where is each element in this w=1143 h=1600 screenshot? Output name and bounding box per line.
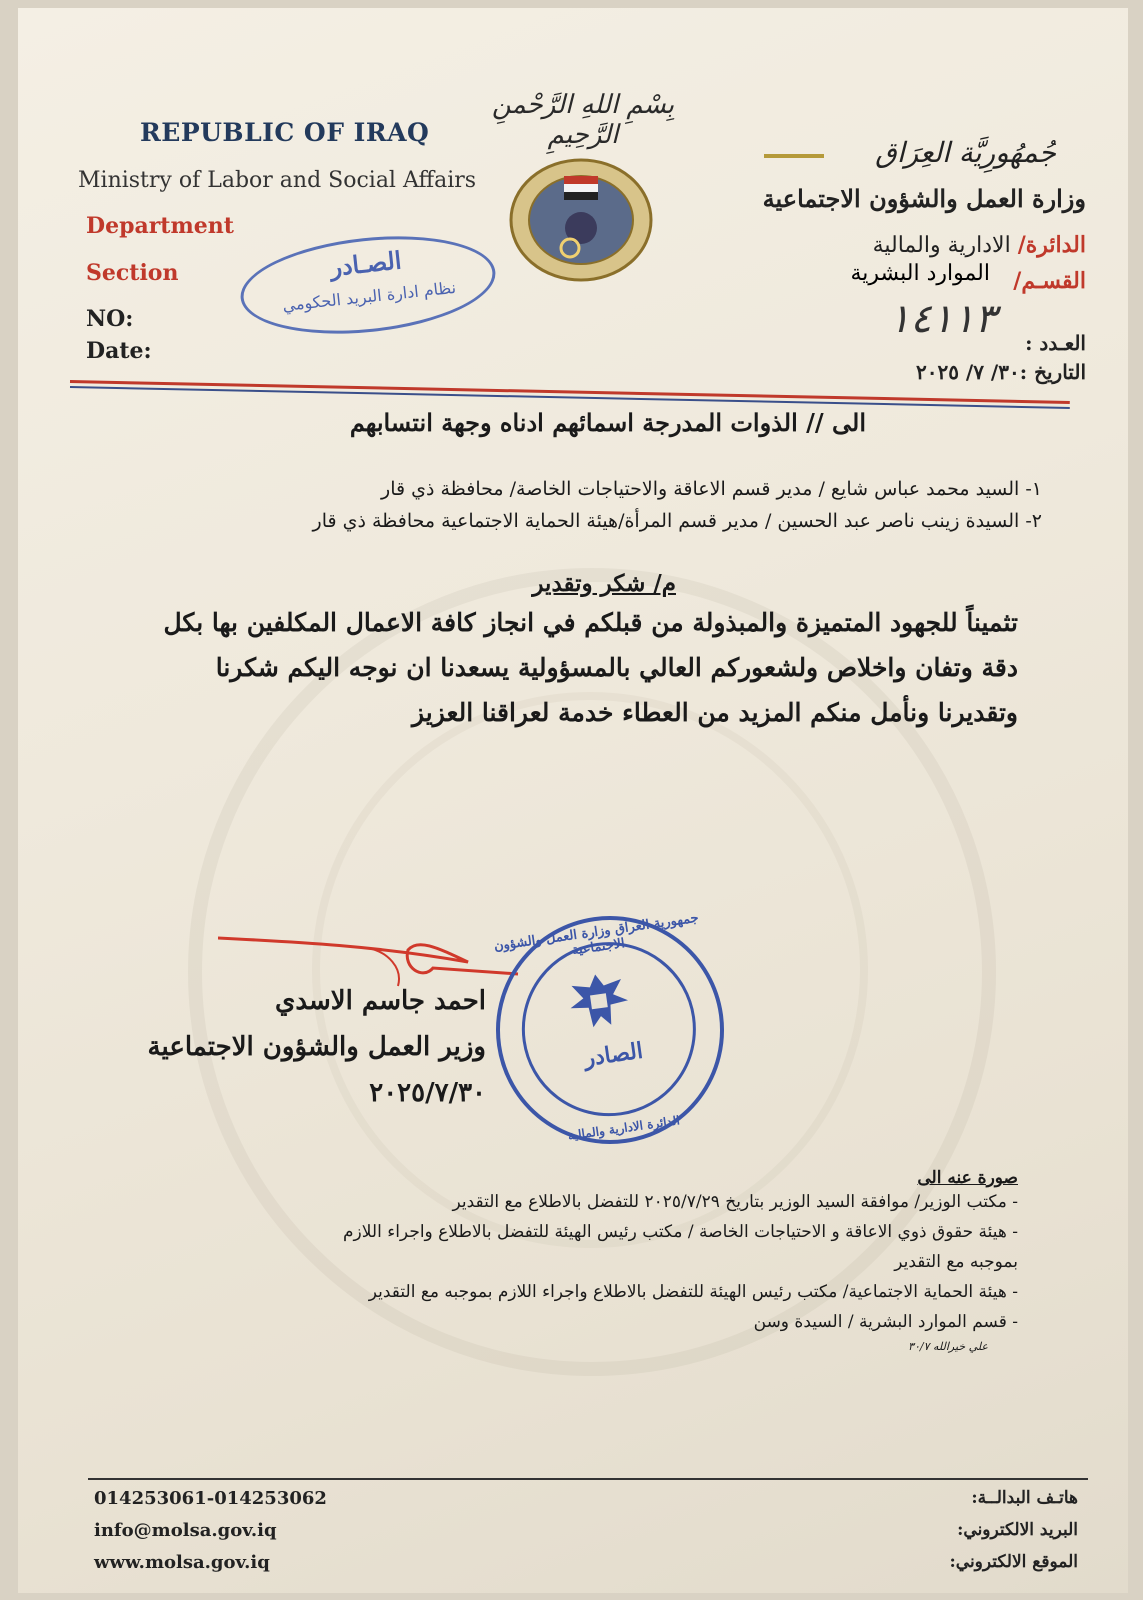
number-label-ar: العـدد : [1025, 331, 1086, 355]
cc-item-4: - قسم الموارد البشرية / السيدة وسن [753, 1312, 1018, 1332]
date-label-en: Date: [86, 338, 152, 364]
footer-email: info@molsa.gov.iq [94, 1520, 277, 1541]
footer-phone-label: هاتـف البدالــة: [971, 1488, 1078, 1508]
round-stamp-top-text: جمهورية العراق وزارة العمل والشؤون الاجتماعية [493, 910, 700, 959]
outgoing-stamp [236, 225, 500, 345]
department-label-en: Department [86, 213, 234, 239]
cc-item-2-cont: بموجبه مع التقدير [894, 1252, 1018, 1272]
recipient-1: ١- السيد محمد عباس شايع / مدير قسم الاعاقة والاحتياجات الخاصة/ محافظة ذي قار [381, 478, 1042, 500]
section-label-en: Section [86, 260, 179, 286]
cc-item-3: - هيئة الحماية الاجتماعية/ مكتب رئيس الهيئة للتفضل بالاطلاع واجراء اللازم بموجبه مع التقدير [368, 1282, 1018, 1302]
department-value-ar: الادارية والمالية [872, 233, 1011, 258]
signatory-name: احمد جاسم الاسدي [275, 986, 486, 1016]
signature-date: ٢٠٢٥/٧/٣٠ [369, 1078, 486, 1108]
footer-rule [88, 1478, 1088, 1480]
section-label-ar: القسـم/ [1013, 268, 1086, 294]
republic-title-ar: جُمهُورِيَّة العِرَاق [875, 136, 1056, 169]
letter-page [18, 8, 1128, 1593]
department-label-ar: الدائرة/ [1017, 232, 1086, 258]
recipient-2: ٢- السيدة زينب ناصر عبد الحسين / مدير قسم المرأة/هيئة الحماية الاجتماعية محافظة ذي قار [312, 510, 1042, 532]
footer-website-label: الموقع الالكتروني: [949, 1552, 1078, 1572]
ministry-logo-icon [506, 158, 656, 283]
round-stamp-bottom-text: الدائرة الادارية والمالية [566, 1113, 681, 1143]
basmala: بِسْمِ اللهِ الرَّحْمنِ الرَّحِيمِ [491, 90, 675, 150]
round-stamp-middle-text: الصادر [582, 1037, 645, 1072]
ministry-name-en: Ministry of Labor and Social Affairs [78, 168, 477, 193]
handwritten-number: ١٤١١٣ [888, 296, 996, 342]
ministry-name-ar: وزارة العمل والشؤون الاجتماعية [762, 184, 1086, 213]
footer-phone: 014253061-014253062 [94, 1488, 327, 1509]
signatory-title: وزير العمل والشؤون الاجتماعية [147, 1032, 486, 1062]
outgoing-stamp-subtitle: نظام ادارة البريد الحكومي [281, 277, 457, 315]
cc-item-2: - هيئة حقوق ذوي الاعاقة و الاحتياجات الخاصة / مكتب رئيس الهيئة للتفضل بالاطلاع واجراء اللازم [343, 1222, 1018, 1242]
section-value-ar: الموارد البشرية [850, 261, 990, 286]
number-label-en: NO: [86, 306, 134, 332]
outgoing-stamp-title: الصـادر [328, 245, 403, 282]
cc-heading: صورة عنه الى [917, 1168, 1018, 1188]
addressee-line: الى // الذوات المدرجة اسمائهم ادناه وجهة انتسابهم [349, 408, 866, 437]
footer-website: www.molsa.gov.iq [94, 1552, 270, 1573]
date-line-ar: التاريخ :٣٠/ ٧/ ٢٠٢٥ [915, 360, 1086, 384]
typist-initials: علي خيرالله ٣٠/٧ [908, 1340, 988, 1353]
department-ar [873, 232, 1086, 258]
footer-email-label: البريد الالكتروني: [957, 1520, 1078, 1540]
gold-divider [764, 154, 824, 158]
eagle-emblem-icon [559, 962, 638, 1041]
subject-line: م/ شكر وتقدير [532, 570, 676, 597]
cc-item-1: - مكتب الوزير/ موافقة السيد الوزير بتاريخ ٢٠٢٥/٧/٢٩ للتفضل بالاطلاع مع التقدير [452, 1192, 1018, 1212]
section-ar [1013, 268, 1086, 294]
republic-title-en: REPUBLIC OF IRAQ [140, 118, 430, 147]
body-paragraph: تثميناً للجهود المتميزة والمبذولة من قبلكم في انجاز كافة الاعمال المكلفين بها بكل دقة وتفان واخلاص ولشعوركم العالي بالمسؤولية يسعدنا ان نوجه اليكم شكرنا وتقديرنا ونأمل منكم المزيد من العطاء خدمة لعراقنا العزيز [163, 608, 1018, 727]
